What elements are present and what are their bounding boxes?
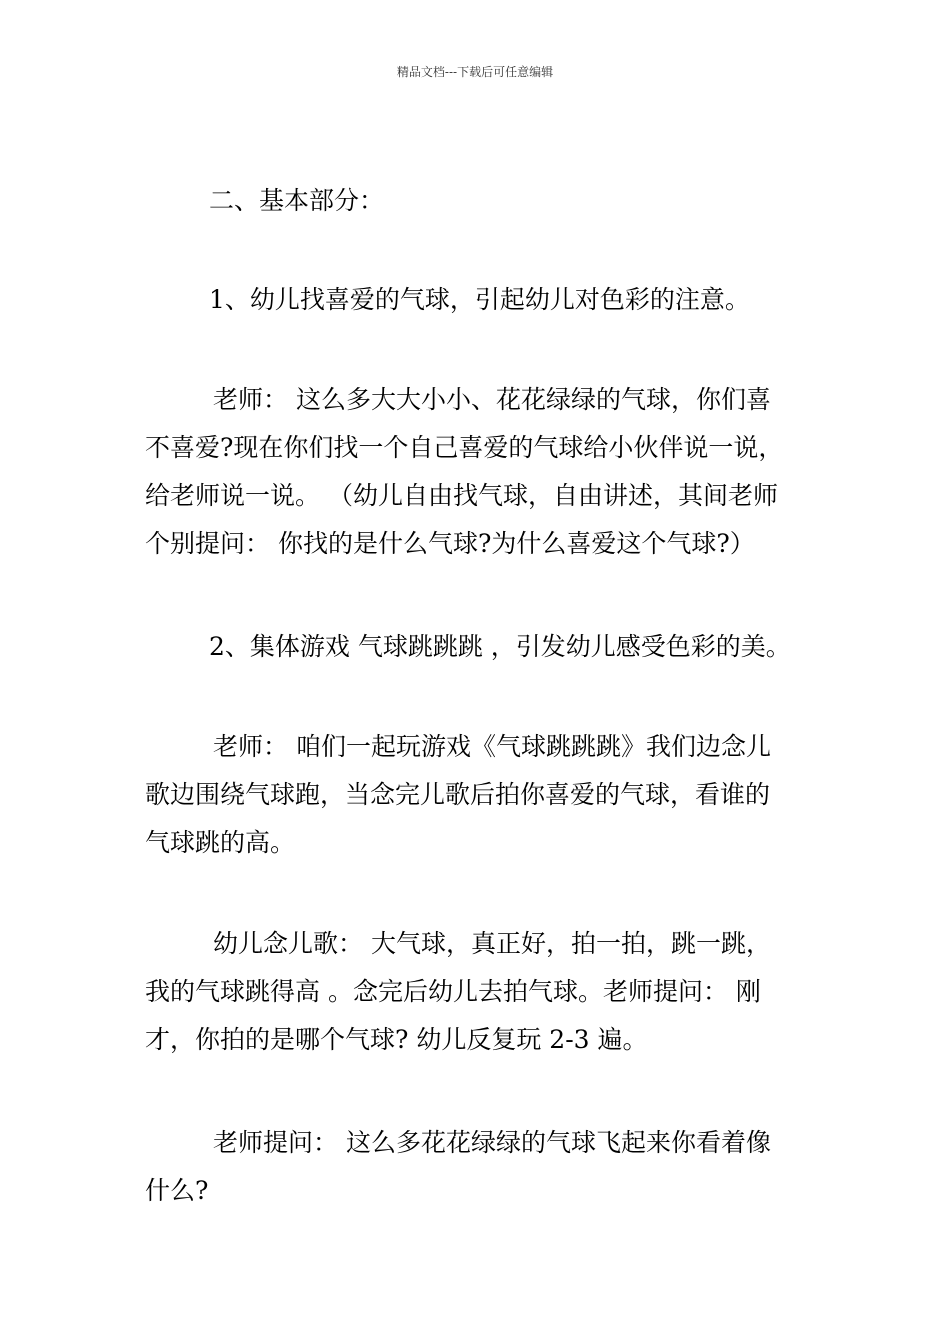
paragraph-1-line: 给老师说一说。 （幼儿自由找气球，自由讲述，其间老师 [145,481,778,510]
paragraph-3 [145,920,810,1064]
paragraph-1-line: 个别提问： 你找的是什么气球?为什么喜爱这个气球?） [145,529,755,558]
paragraph-3-line: 我的气球跳得高 。念完后幼儿去拍气球。老师提问： 刚 [145,977,761,1006]
section-heading [145,177,810,225]
paragraph-2-line: 老师： 咱们一起玩游戏《气球跳跳跳》我们边念儿 [213,732,771,761]
item-2-text: 2、集体游戏 气球跳跳跳 ，引发幼儿感受色彩的美。 [209,632,791,661]
paragraph-1-line: 老师： 这么多大大小小、花花绿绿的气球，你们喜 [213,385,771,414]
paragraph-2-line: 气球跳的高。 [145,828,296,857]
page-header: 精品文档---下载后可任意编辑 [396,65,554,79]
paragraph-3-line: 才，你拍的是哪个气球? 幼儿反复玩 2-3 遍。 [145,1025,648,1054]
paragraph-4-line: 什么? [145,1176,209,1205]
section-heading-text: 二、基本部分： [209,186,385,215]
item-2 [145,623,810,671]
paragraph-1-line: 不喜爱?现在你们找一个自己喜爱的气球给小伙伴说一说， [145,433,784,462]
paragraph-4 [145,1119,810,1215]
paragraph-4-line: 老师提问： 这么多花花绿绿的气球飞起来你看着像 [213,1128,771,1157]
paragraph-3-line: 幼儿念儿歌： 大气球，真正好，拍一拍，跳一跳， [213,929,771,958]
paragraph-2-line: 歌边围绕气球跑，当念完儿歌后拍你喜爱的气球，看谁的 [145,780,771,809]
item-1-text: 1、幼儿找喜爱的气球，引起幼儿对色彩的注意。 [209,285,750,314]
paragraph-2 [145,723,810,867]
paragraph-1 [145,376,810,568]
item-1 [145,276,810,324]
